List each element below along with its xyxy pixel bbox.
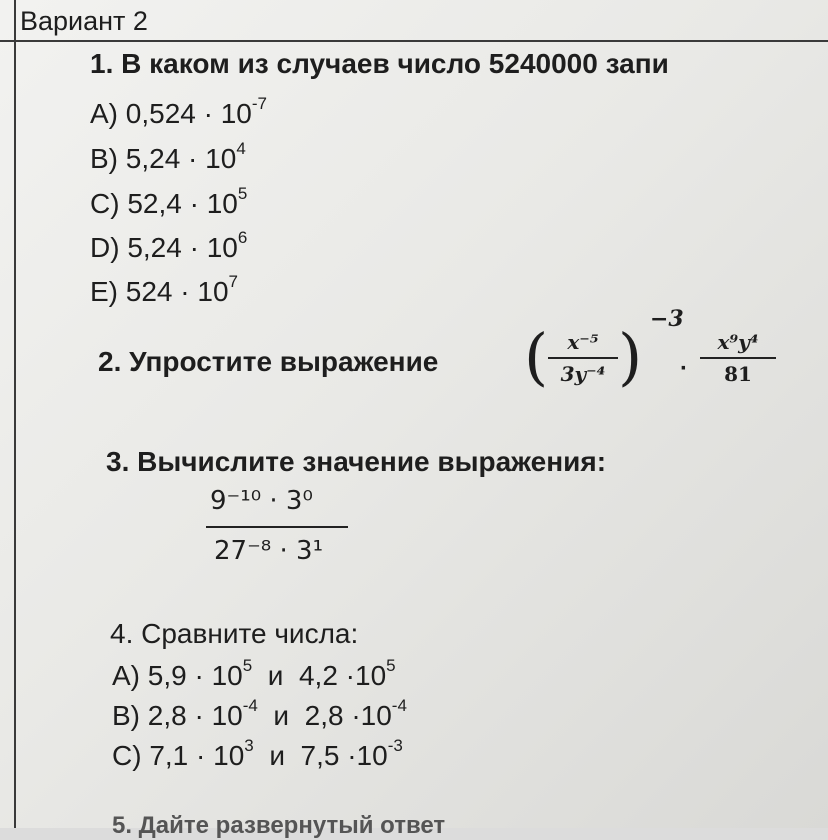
q4-title: 4. Сравните числа: — [110, 618, 359, 649]
q2-right-fraction — [700, 330, 776, 386]
q2-right-denominator: 81 — [724, 362, 752, 386]
left-paren: ( — [524, 320, 549, 393]
table-border-horizontal — [0, 40, 828, 42]
q2-dot: · — [680, 355, 688, 382]
q3-title: 3. Вычислите значение выражения: — [106, 446, 607, 477]
q2-outer-exponent: −3 — [650, 306, 684, 332]
q2-right-numerator: x⁹y⁴ — [717, 330, 759, 354]
q2-title: 2. Упростите выражение — [98, 346, 439, 377]
q1-option-b: B) $5,24 \cdot 10^4$ — [90, 139, 246, 174]
q2-inner-denominator: 3y⁻⁴ — [560, 362, 606, 386]
fraction-bar — [206, 526, 348, 528]
fraction-bar — [700, 357, 776, 359]
q1-title: 1. В каком из случаев число 5240000 запи — [90, 48, 669, 79]
table-border-vertical — [14, 0, 16, 828]
variant-title: Вариант 2 — [20, 6, 148, 36]
q4-row-a: A) $5,9 \cdot 10^5$ и $4,2 \cdot 10^5$ — [112, 656, 396, 691]
q5-title-partial: 5. Дайте развернутый ответ — [112, 812, 446, 839]
q2-inner-numerator: x⁻⁵ — [567, 330, 599, 354]
q2-inner-fraction — [548, 330, 618, 386]
q1-option-e: E) $524 \cdot 10^7$ — [90, 272, 238, 307]
q3-numerator: 9⁻¹⁰ · 3⁰ — [210, 486, 313, 516]
q4-row-c: C) $7,1 \cdot 10^3$ и $7,5 \cdot 10^{-3}$ — [112, 736, 403, 771]
q1-option-d: D) $5,24 \cdot 10^6$ — [90, 228, 248, 263]
fraction-bar — [548, 357, 618, 359]
q1-option-a: A) $0,524 \cdot 10^{-7}$ — [90, 94, 267, 129]
q3-fraction — [206, 486, 356, 576]
right-paren: ) — [618, 320, 643, 393]
q3-denominator: 27⁻⁸ · 3¹ — [214, 536, 323, 566]
q4-row-b: B) $2,8 \cdot 10^{-4}$ и $2,8 \cdot 10^{-4}$ — [112, 696, 407, 731]
q1-option-c: C) $52,4 \cdot 10^5$ — [90, 184, 248, 219]
